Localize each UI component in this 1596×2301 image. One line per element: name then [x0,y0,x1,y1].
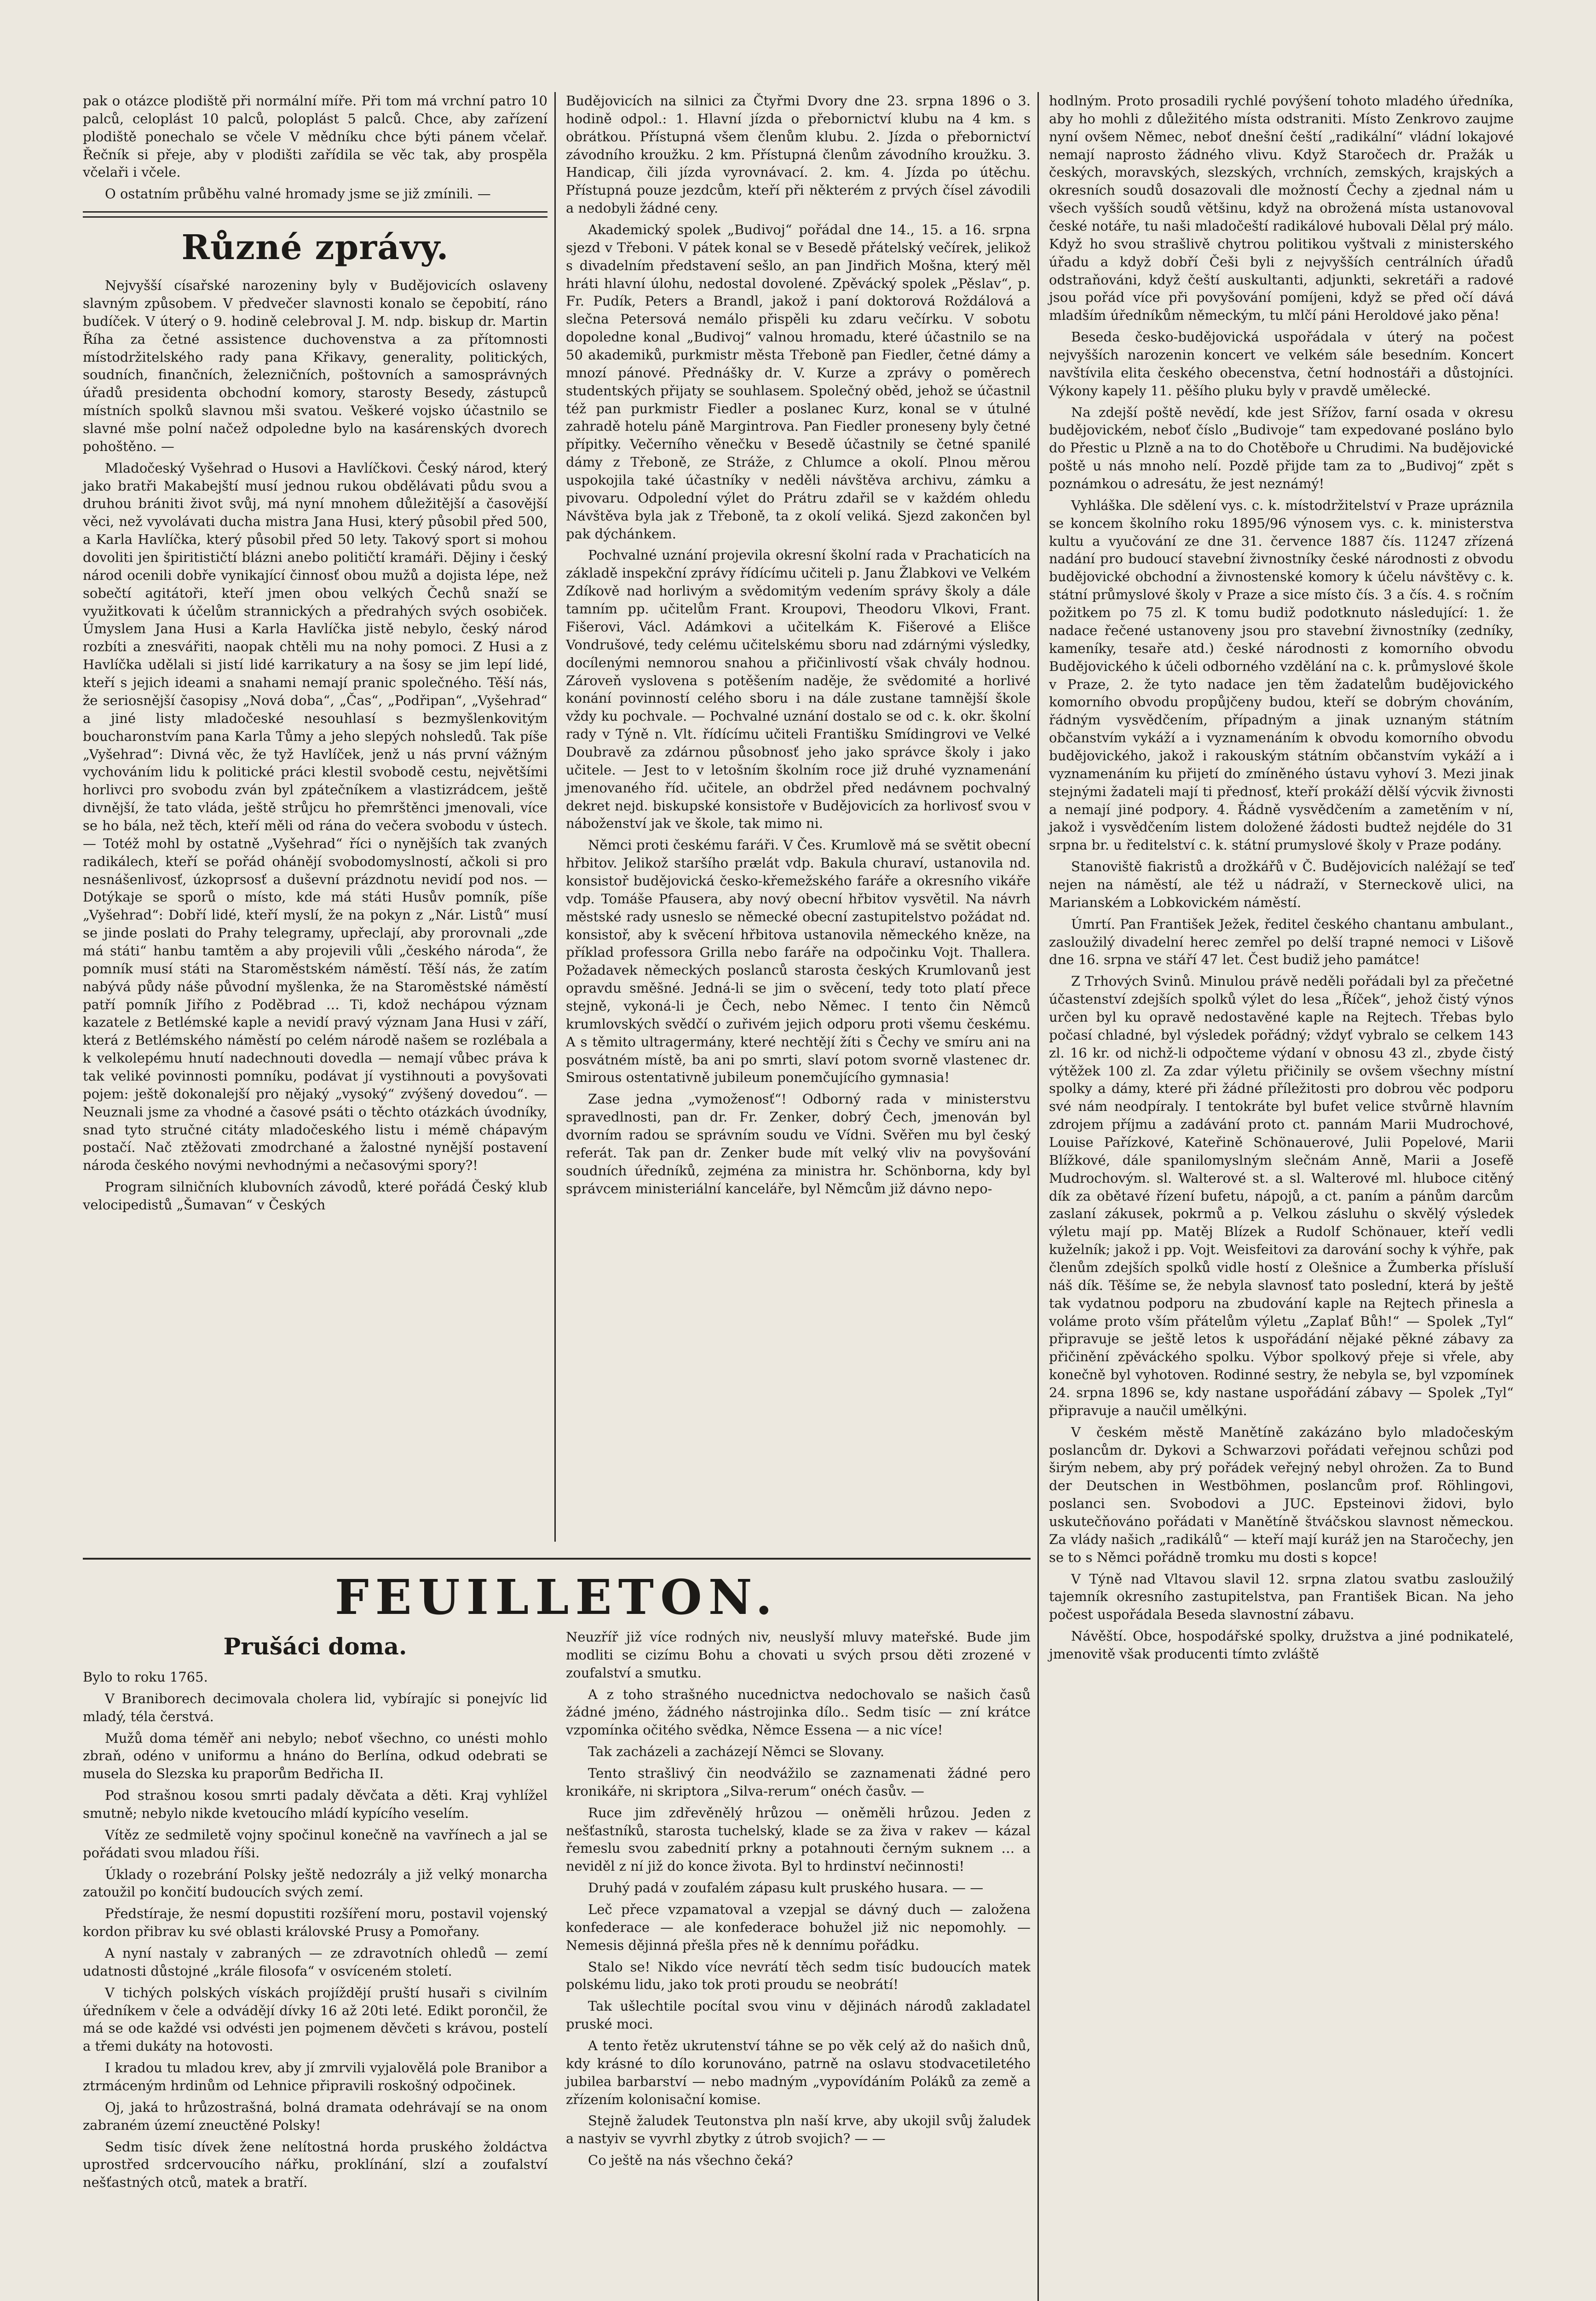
feuilleton-paragraph: Stejně žaludek Teutonstva pln naší krve, aby ukojil svůj žaludek a nastyiv se vyvrhl zbytky z útrob svojich? — — [566,2113,1031,2147]
feuilleton-paragraph: A nyní nastaly v zabraných — ze zdravotních ohledů — zemí udatnosti důstojné „krále filosofa“ v osvíceném století. [83,1945,547,1979]
feuilleton-paragraph: Tak ušlechtile pocítal svou vinu v dějinách národů zakladatel pruské moci. [566,1998,1031,2032]
feuilleton-column-1 [83,1628,547,2195]
feuilleton-paragraph: Tento strašlivý čin neodvážilo se zaznamenati žádné pero kronikáře, ni skriptora „Silva-rerum“ onéch časův. — [566,1765,1031,1799]
column-3 [1049,92,1514,1667]
feuilleton-paragraph: Oj, jaká to hrůzostrašná, bolná dramata odehrávají se na onom zabraném území zneuctěné Polsky! [83,2099,547,2133]
intro-paragraph-2: O ostatním průběhu valné hromady jsme se již zmínili. — [105,186,491,202]
news-item-navesti: Návěští. Obce, hospodářské spolky, družstva a jiné podnikatelé, jmenovitě však producenti tímto zvláště [1049,1628,1514,1662]
column-2 [566,92,1031,1201]
column-rule-2 [1037,92,1039,2301]
news-item-trhove-sviny: Z Trhových Svinů. Minulou právě neděli pořádali byl za přečetné účastenství zdejších spolků výlet do lesa „Říček“, jehož čistý výnos určen byl ku opravě nedostavěné kaple na Rejtech. Třebas bylo počasí chladné, byl výsledek pořádný; vždyť vybralo se celkem 143 zl. 16 kr. od nichž-li odpočteme výdaní v obnosu 43 zl., zbyde čistý výtěžek 100 zl. Za zdar výletu přičinily se ovšem všechny místní spolky a dámy, které při žádné příležitosti pro dobrou věc podporu své nám neodpíraly. I tentokráte byl bufet velice stvůrně hlavním zdrojem příjmu a zadávání proto ct. pannám Marii Mudrochové, Louise Pařízkové, Kateřině Schönauerové, Julii Popelové, Marii Blížkové, dále spanilomyslným slečnám Anně, Marii a Josefě Mudrochovým. sl. Walterové st. a sl. Walterové ml. hluboce citěný dík za obětavé řízení bufetu, nápojů, a ct. paním a pánům darcům zaslaní zákusek, pokrmů a p. Velkou zásluhu o skvělý výsledek výletu mají pp. Matěj Blízek a Rudolf Schönauer, kteří vedli kuželník; jakož i pp. Vojt. Weisfeitovi za darování sochy k výhře, pak členům zdejších spolků vidle hostí z Olešnice a Žumberka přísluší náš dík. Těšíme se, že nebyla slavnosť tato poslední, která by ještě tak vydatnou podporu na zbudování kaple na Rejtech přinesla a voláme proto vším přátelům výletu „Zaplať Bůh!“ — Spolek „Tyl“ připravuje se ještě letos k uspořádání nějaké pěkné zábavy za přičinění zpěváckého spolku. Výbor spolkový přeje si vřele, aby konečně byl vyhotoven. Rodinné sestry, že nebyla se, byl vzpomínek 24. srpna 1896 se, kdy nastane uspořádání zábavy — Spolek „Tyl“ připravuje a naučil umělkýni. [1049,973,1514,1418]
feuilleton-column-2 [566,1628,1031,2195]
news-item-program: Program silničních klubovních závodů, které pořádá Český klub velocipedistů „Šumavan“ v Českých [83,1179,547,1213]
news-item-vysehrad: Mladočeský Vyšehrad o Husovi a Havlíčkovi. Český národ, který jako bratři Makabejští musí jednou rukou obdělávati půdu svou a druhou brániti život svůj, má nyní mnohem důležitější a časovější věci, než vyvolávati ducha mistra Jana Husi, který působil před 500, a Karla Havlíčka, který působil před 50 lety. Takový sport si mohou dovoliti jen špiritističtí blázni anebo političtí kramáři. Dějiny i český národ ocenili dobře vynikající činnosť obou mužů a dojista lépe, než sobečtí agitátoři, kteří jmen obou velkých Čechů snaží se využitkovati k účelům strannických a předrahých svých osobiček. Úmyslem Jana Husi a Karla Havlíčka jistě nebylo, český národ rozbíti a znesvářiti, naopak chtěli mu na nohy pomoci. Z Husi a z Havlíčka udělali si jistí lidé karrikatury a na šosy se jim lepí lidé, kteří s jejich ideami a snahami nemají pranic společného. Těší nás, že seriosnější časopisy „Nová doba“, „Čas“, „Podřipan“, „Vyšehrad“ a jiné listy mladočeské nesouhlasí s bezmyšlenkovitým boucharonstvím pana Karla Tůmy a jeho slepých nohsledů. Tak píše „Vyšehrad“: Divná věc, že tyž Havlíček, jenž u nás první vážným vychováním lidu k politické práci klestil svobodě cestu, největšími horlivci pro svobodu zván byl zpátečníkem a vlastizrádcem, ještě divnější, že tato vláda, ještě strůjcu ho přemrštěnci jmenovali, více se ho bála, než těch, kteří měli od rána do večera svobodu v ústech. — Totéž mohl by ostatně „Vyšehrad“ říci o nynějších tak zvaných radikálech, kteří se pořád ohánějí svobodomyslností, ačkoli si pro nesnášenlivosť, úzkoprsosť a duševní prázdnotu nevidí pod nos. — Dotýkaje se sporů o místo, kde má státi Husův pomník, píše „Vyšehrad“: Dobří lidé, kteří myslí, že na pokyn z „Nár. Listů“ musí se jinde poslati do Prahy telegramy, upřeclají, aby prorovnali „zde má státi“ hanbu tamtěm a aby projevili vůli „českého národa“, že pomník musí státi na Staroměstském náměstí. Těší nás, že zatím nabývá půdy náše původní myšlenka, že na Staroměstské náměstí patří pomník Jiřího z Poděbrad … Ti, kdož nechápou význam kazatele z Betlémské kaple a nevidí pravý význam Jana Husi v září, která z Betlémského náměstí po celém národě našem se rozlébala a k velkolepému hnutí nadechnouti dovedla — nemají vůbec práva k tak veliké povinnosti pomníku, podávat jí vystihnouti a povyšovati pojem: ještě dokonalejší pro nějaký „vysoký“ zvýšený dovedou“. — Neuznali jsme za vhodné a časové psáti o těchto otázkách úvodníky, snad tyto stručné citáty mladočeského listu i mémě chápavým postačí. Nač ztěžovati zmodrchané a žalostné nynější postavení národa českého novými nevhodnými a nečasovými spory?! [83,460,547,1174]
news-item-posta: Na zdejší poště nevědí, kde jest Sřížov, farní osada v okresu budějovickém, neboť číslo „Budivoje“ tam expedované posláno bylo do Přestic u Plzně a na to do Chotěboře u Chrudimi. Na budějovické poště u nás mnoho nelí. Pozdě přijde tam za to „Budivoj“ zpět s poznámkou o adresátu, že jest neznámý! [1049,404,1514,492]
intro-paragraph-1: pak o otázce plodiště při normální míře. Při tom má vrchní patro 10 palců, celoplást 10 palců, poloplást 5 palců. Chce, aby zařízení plodiště ponechalo se včele V mědníku chce býti pánem včelař. Řečník si přeje, aby v plodišti zařídila se věc tak, aby prospěla včelaři i včele. [83,93,547,180]
feuilleton-paragraph: A z toho strašného nucednictva nedochovalo se našich časů žádné jméno, žádného nástrojinka dílo.. Sedm tisíc — zní krátce vzpomínka očitého svědka, Němce Essena — a nic více! [566,1686,1031,1738]
section-title-ruzne-zpravy: Různé zprávy. [181,228,449,268]
feuilleton-paragraph: Druhý padá v zoufalém zápasu kult pruského husara. — — [588,1880,984,1896]
feuilleton-paragraph: I kradou tu mladou krev, aby jí zmrvili vyjalovělá pole Branibor a ztrmáceným hrdinům od Lehnice připravili roskošný odpočinek. [83,2060,547,2094]
feuilleton-paragraph: Pod strašnou kosou smrti padaly děvčata a děti. Kraj vyhlížel smutně; nebylo nikde kvetoucího mládí kypícího veselím. [83,1787,547,1821]
feuilleton-section [83,1558,1031,2195]
feuilleton-columns [83,1628,1031,2195]
feuilleton-paragraph: V Braniborech decimovala cholera lid, vybírajíc si ponejvíc lid mladý, téla čerstvá. [83,1690,547,1724]
section-divider [83,211,547,218]
feuilleton-paragraph: Předstíraje, že nesmí dopustiti rozšíření moru, postavil vojenský kordon přibrav ku své oblasti královské Prusy a Pomořany. [83,1906,547,1940]
feuilleton-paragraph: V tichých polských vískách projíždějí pruští husaři s civilním úředníkem v čele a odvádějí dívky 16 až 20ti leté. Edikt porončil, že má se ode každé vsi odvésti jen pojmenem děvčeti s krávou, postelí a třemi dukáty na hotovosti. [83,1984,547,2054]
news-item-narozeniny: Nejvyšší císařské narozeniny byly v Budějovicích oslaveny slavným způsobem. V předvečer slavnosti konalo se čepobití, ráno budíček. V úterý o 9. hodině celebroval J. M. ndp. biskup dr. Martin Říha za četné assistence duchovenstva a za přítomnosti místodržitelského rady pana Křikavy, generality, politických, soudních, finančních, železničních, poštovních a samosprávných úřadů presidenta obchodní komory, starosty Besedy, zástupců místních spolků slavnou mši svatou. Veškeré vojsko účastnilo se slavné mše polní načež odpoledne bylo na kasárenských dvorech pohoštěno. — [83,278,547,454]
feuilleton-paragraph: Co ještě na nás všechno čeká? [588,2152,793,2168]
column-1 [83,92,547,1218]
feuilleton-paragraph: Tak zacházeli a zacházejí Němci se Slovany. [588,1744,885,1760]
feuilleton-paragraph: Mužů doma téměř ani nebylo; neboť všechno, co unésti mohlo zbraň, odéno v uniformu a hnáno do Berlína, odkud odebrati se musela do Slezska ku praporům Bedřicha II. [83,1730,547,1782]
feuilleton-paragraph: Neuzříř již více rodných niv, neuslyší mluvy mateřské. Bude jim modliti se cizímu Bohu a chovati u svých prsou děti zrozené v zoufalství a smutku. [566,1629,1031,1681]
feuilleton-paragraph: Bylo to roku 1765. [83,1669,208,1685]
feuilleton-paragraph: Vítěz ze sedmiletě vojny spočinul konečně na vavřínech a jal se pořádati svou mladou říši. [83,1827,547,1861]
news-item-budivoj: Akademický spolek „Budivoj“ pořádal dne 14., 15. a 16. srpna sjezd v Třeboni. V pátek konal se v Besedě přátelský večírek, jelikož s divadelním představení sešlo, an pan Jindřich Mošna, který měl hráti hlavní úlohu, nedostal dovolené. Zpěvácký spolek „Pěslav“, p. Fr. Pudík, Peters a Brandl, jakož i paní doktorová Roždálová a slečna Petersová nemálo přispěli ku zdaru večírku. V sobotu dopoledne konal „Budivoj“ valnou hromadu, které účastnilo se na 50 akademiků, purkmistr města Třeboně pan Fiedler, četné dámy a mnozí pánové. Přednášky dr. V. Kurze a zprávy o poměrech studentských přijaty se souhlasem. Společný oběd, jehož se účastnil též pan purkmistr Fiedler a poslanec Kurz, konal se v útulné zahradě hotelu páně Margintrova. Pan Fiedler proneseny byly četné přípitky. Večerního věnečku v Besedě účastnily se četné spanilé dámy z Třeboně, ze Stráže, z Chlumce a okolí. Plnou měrou uspokojila také účastníky v neděli návštěva archivu, zámku a pivovaru. Odpolední výlet do Prátru zdařil se v každém ohledu Návštěva byla jak z Třeboně, ta z okolí veliká. Sjezd zakončen byl pak dýchánkem. [566,222,1031,542]
news-item-umrti: Úmrtí. Pan František Ježek, ředitel českého chantanu ambulant., zasloužilý divadelní herec zemřel po delší trapné nemoci v Lišově dne 16. srpna ve stáří 47 let. Čest budiž jeho památce! [1049,916,1514,968]
news-item-vyhlaska: Vyhláška. Dle sdělení vys. c. k. místodržitelství v Praze upráznila se koncem školního roku 1895/96 výnosem vys. c. k. ministerstva kultu a vyučování ze dne 31. července 1887 čís. 11247 zřízená nadání pro budoucí stavební živnostníky české národnosti z obvodu budějovické obchodní a živnostenské komory k účelu návštěvy c. k. státní průmyslové školy v Praze a sice místo čís. 3 a čís. 4. s ročním požitkem po 75 zl. K tomu budiž podotknuto následující: 1. že nadace řečené ustanoveny jsou pro stavební živnostníky (zedníky, kameníky, tesaře atd.) české národnosti z komorního obvodu Budějovického k účeli odborného vzdělání na c. k. průmyslové škole v Praze, 2. že tyto nadace jen těm žadatelům budějovického komorního obvodu propůjčeny budou, kteří se dobrým chováním, řádným vysvědčením, případným a jinak uznaným státním občanstvím vykáží a i vyznamenáním k obvodu komorního obvodu budějovického, jakož i rakouským státním občanstvím vykáží a i vyznamenáním ku přijetí do zmíněného ústavu vyhoví 3. Mezi jinak stejnými žadateli mají ti přednosť, kteří prokáží dělší výcvik živnosti a nemají jiné podpory. 4. Řádně vysvědčením a zametěním v ní, jakož i vysvědčením listem doložené žádosti budtež nejdéle do 31 srpna br. u ředitelství c. k. státní prumyslové školy v Praze podány. [1049,497,1514,853]
feuilleton-paragraph: Leč přece vzpamatoval a vzepjal se dávný duch — založena konfederace — ale konfederace bohužel již nic nepomohly. — Nemesis dějinná přešla přes ně k dennímu pořádku. [566,1902,1031,1953]
news-item-pochvalne-uznani: Pochvalné uznání projevila okresní školní rada v Prachaticích na základě inspekční zprávy řídícímu učiteli p. Janu Žlabkovi ve Velkém Zdíkově nad horlivým a svědomitým vedením správy školy a dále tamním pp. učitelům Frant. Kroupovi, Theodoru Vlkovi, Frant. Fišerovi, Václ. Adámkovi a učitelkám K. Fišerové a Elišce Vondrušové, tedy celému učitelskému sboru nad zdárnými výsledky, docílenými nemnorou snahou a přičinlivostí však chvály hodnou. Zároveň vyslovena s potěšením naděje, že svědomité a horlivé konání povinností celého sboru i na dále zustane tamnější škole vždy ku pochvale. — Pochvalné uznání dostalo se od c. k. okr. školní rady v Týně n. Vlt. řídícímu učiteli Františku Smídingrovi ve Velké Doubravě za zdárnou působnosť jeho jako správce školy i jako učitele. — Jest to v letošním školním roce již druhé vyznamenání jmenovaného říd. učitele, an obdržel před nedávnem pochvalný dekret nejd. biskupské konsistoře v Budějovicích za horlivosť svou v náboženství jak ve škole, tak mimo ni. [566,547,1031,832]
feuilleton-paragraph: Sedm tisíc dívek žene nelítostná horda pruského žoldáctva uprostřed srdcervoucího nářku, proklínání, slzí a zoufalství nešťastných otců, matek a bratří. [83,2139,547,2191]
feuilleton-paragraph: Úklady o rozebrání Polsky ještě nedozrály a již velký monarcha zatoužil po končití budoucích svých zemí. [83,1866,547,1900]
news-item-nemci-faraf: Němci proti českému faráři. V Čes. Krumlově má se světit obecní hřbitov. Jelikož staršího prælát vdp. Bakula churaví, ustanovila nd. konsistoř budějovická česko-křemežského faráře a okresního vikáře vdp. Tomáše Pfausera, aby nový obecní hřbitov vysvětil. Na návrh městské rady usneslo se německé obecní zastupitelstvo požádat nd. konsistoř, aby k svěcení hřbitova ustanovila německého kněze, na příklad professora Grilla nebo faráře na odpočinku Vojt. Thallera. Požadavek německých poslanců starosta českých Krumlovanů jest opravdu směšné. Jedná-li se jim o svěcení, tedy toto platí přece stejně, vykoná-li je Čech, nebo Němec. I tento čin Němců krumlovských svědčí o zuřivém jejich odporu proti všemu českému. A s těmito ultragermány, které nechtějí žíti s Čechy ve smíru ani na posvátném místě, ba ani po smrti, slaví potom svorně vlastenec dr. Smirous ostentativně jubileum ponemčujícího gymnasia! [566,837,1031,1086]
news-item-manetin: V českém městě Manětíně zakázáno bylo mladočeským poslancům dr. Dykovi a Schwarzovi pořádati veřejnou schůzi pod širým nebem, aby prý pořádek veřejný nebyl ohrožen. Za to Bund der Deutschen in Westböhmen, poslancům prof. Röhlingovi, poslanci sen. Svobodovi a JUC. Epsteinovi židovi, bylo uskutečňováno pořádati v Manětíně štváčskou slavnost německou. Za vlády našich „radikálů“ — kteří mají kuráž jen na Staročechy, jen se to s Němci pořádně tromku mu dosti s kopce! [1049,1424,1514,1565]
feuilleton-paragraph: A tento řetěz ukrutenství táhne se po věk celý až do našich dnů, kdy krásné to dílo korunováno, patrně na oslavu stodvacetiletého jubilea barbarství — nebo madným „vypovídáním Poláků za země a zřízením kolonisační komise. [566,2038,1031,2107]
news-item-tyn: V Týně nad Vltavou slavil 12. srpna zlatou svatbu zasloužilý tajemník okresního zastupitelstva, pan František Bican. Na jeho počest uspořádala Beseda slavnostní zábavu. [1049,1571,1514,1623]
news-item-beseda: Beseda česko-budějovická uspořádala v úterý na počest nejvyšších narozenin koncert ve velkém sále besedním. Koncert navštívila elita českého obecenstva, četní hodnostáři a důstojníci. Výkony kapely 11. pěšího pluku byly v pravdě umělecké. [1049,329,1514,399]
feuilleton-paragraph: Ruce jim zdřevěnělý hrůzou — oněměli hrůzou. Jeden z nešťastníků, starosta tuchelský, klade se za živa v rakev — kázal řemeslu svou zabednití prkny a potahnouti černým suknem … a neviděl z ní již do konce života. Byl to hrdinství nečinnosti! [566,1804,1031,1874]
news-item-vymozenost: Zase jedna „vymoženosť“! Odborný rada v ministerstvu spravedlnosti, pan dr. Fr. Zenker, dobrý Čech, jmenován byl dvorním radou se správním soudu ve Vídni. Svěřen mu byl český referát. Tak pan dr. Zenker bude mít velký vliv na povyšování soudních úředníků, zejména za ministra hr. Schönborna, kdy byl správcem ministeriální kanceláře, byl Němcům již dávno nepo- [566,1091,1031,1197]
feuilleton-paragraph: Stalo se! Nikdo více nevrátí těch sedm tisíc budoucích matek polskému lidu, jako tok proti proudu se neobrátí! [566,1959,1031,1993]
feuilleton-title: FEUILLETON. [334,1569,779,1625]
column-rule-1 [554,92,556,1542]
feuilleton-subtitle: Prušáci doma. [223,1633,407,1660]
news-item-zenker-cont: hodlným. Proto prosadili rychlé povýšení tohoto mladého úředníka, aby ho mohli z důležitého místa odstraniti. Místo Zenkrovo zaujme nyní ovšem Němec, neboť dnešní čeští „radikální“ vládní lokajové nemají naprosto žádného vlivu. Když Staročech dr. Pražák u českých, moravských, slezských, vrchních, zemských, krajských a okresních soudů dosazovali dle možností Čechy a zjednal nám u všech vyšších soudů většinu, když na obrožená místa ustanovoval české notáře, tu naši mladočeští radikálové hubovali Dělal prý málo. Když ho svou strašlivě chytrou politikou vyštvali z ministerského úřadu a když dobří Češi byli z nejvyšších centrálních úřadů odstraňováni, když čeští auskultanti, adjunkti, sekretáři a radové jsou pořád více při povyšování pomíjeni, když se před očí dává mladším úředníkům německým, tu mlčí páni Heroldové jako pěna! [1049,93,1514,324]
news-item-zavody-cont: Budějovicích na silnici za Čtyřmi Dvory dne 23. srpna 1896 o 3. hodině odpol.: 1. Hlavní jízda o přebornictví klubu na 4 km. s obrátkou. Přístupná všem členům klubu. 2. Jízda o přebornictví závodního kroužku. 2 km. Přístupná členům závodního kroužku. 3. Handicap, čili jízda vyrovnávací. 2. km. 4. Jízda po útěchu. Přístupná pouze jezdcům, kteří při některém z prvých čísel závodili a nedobyli žádné ceny. [566,93,1031,216]
news-item-stanoviste: Stanoviště fiakristů a drožkářů v Č. Budějovicích naléžají se teď nejen na náměstí, ale též u nádraží, v Sterneckově ulici, na Marianském a Lobkovickém náměstí. [1049,859,1514,910]
